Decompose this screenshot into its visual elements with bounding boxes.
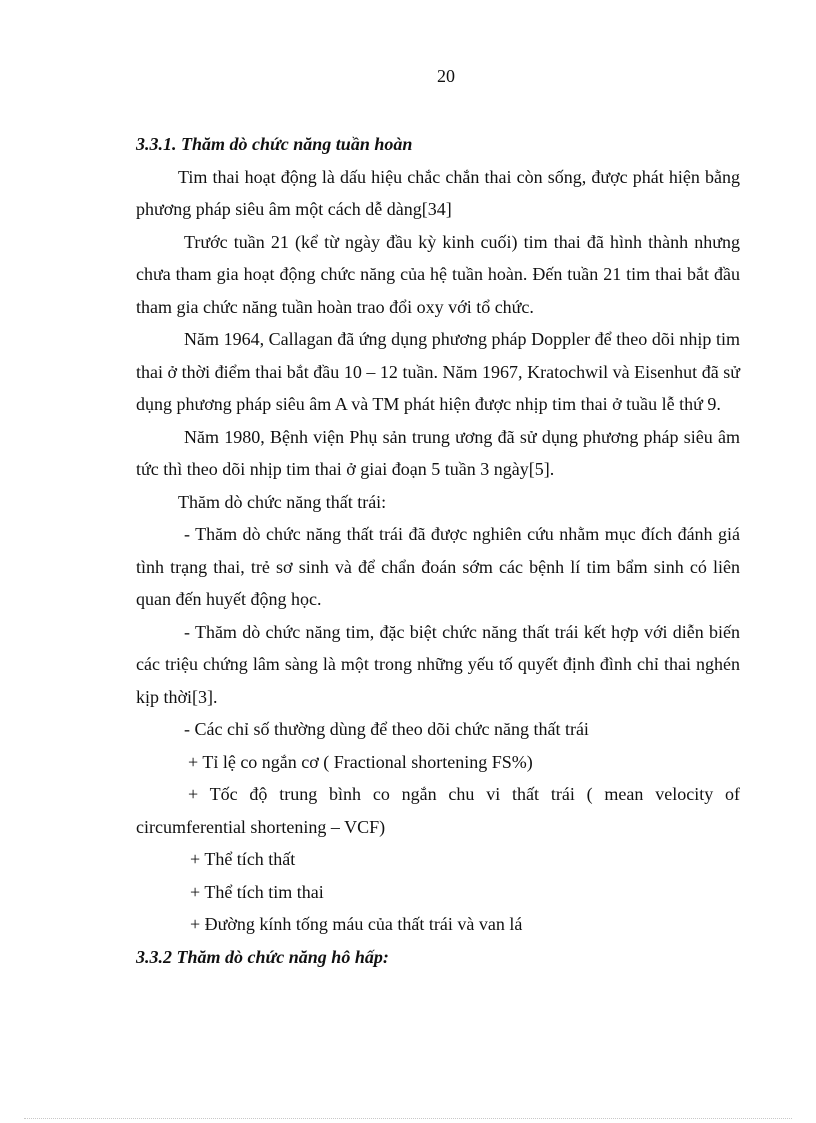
list-item-fractional-shortening: + Tỉ lệ co ngắn cơ ( Fractional shortening FS%) xyxy=(188,751,533,772)
page-bottom-divider xyxy=(24,1118,792,1119)
paragraph-hospital-1980: Năm 1980, Bệnh viện Phụ sản trung ương đã sử dụng phương pháp siêu âm tức thì theo dõi nhịp tim thai ở giai đoạn 5 tuần 3 ngày[5]. xyxy=(136,426,740,479)
paragraph-left-ventricle-clinical: - Thăm dò chức năng tim, đặc biệt chức năng thất trái kết hợp với diễn biến các triệu chứng lâm sàng là một trong những yếu tố quyết định đình chỉ thai nghén kịp thời[3]. xyxy=(136,621,740,707)
paragraph-doppler-history: Năm 1964, Callagan đã ứng dụng phương pháp Doppler để theo dõi nhịp tim thai ở thời điểm thai bắt đầu 10 – 12 tuần. Năm 1967, Kratochwil và Eisenhut đã sử dụng phương pháp siêu âm A và TM phát hiện được nhịp tim thai ở tuầu lễ thứ 9. xyxy=(136,329,740,414)
list-item-ejection-diameter: + Đường kính tống máu của thất trái và van lá xyxy=(190,914,523,934)
document-body xyxy=(136,128,740,973)
section-heading-3-3-2: 3.3.2 Thăm dò chức năng hô hấp: xyxy=(136,946,389,967)
paragraph-left-ventricle-title: Thăm dò chức năng thất trái: xyxy=(178,491,387,512)
page-number: 20 xyxy=(437,66,455,86)
section-heading-3-3-1: 3.3.1. Thăm dò chức năng tuần hoàn xyxy=(136,134,413,154)
list-item-mean-velocity: + Tốc độ trung bình co ngắn chu vi thất trái ( mean velocity of circumferential shortening – VCF) xyxy=(136,784,740,837)
paragraph-before-week-21: Trước tuần 21 (kể từ ngày đầu kỳ kinh cuối) tim thai đã hình thành nhưng chưa tham gia hoạt động chức năng của hệ tuần hoàn. Đến tuần 21 tim thai bắt đầu tham gia chức năng tuần hoàn trao đổi oxy với tổ chức. xyxy=(136,231,740,317)
paragraph-index-list-title: - Các chỉ số thường dùng để theo dõi chức năng thất trái xyxy=(184,719,589,739)
paragraph-left-ventricle-study: - Thăm dò chức năng thất trái đã được nghiên cứu nhằm mục đích đánh giá tình trạng thai, trẻ sơ sinh và để chẩn đoán sớm các bệnh lí tim bẩm sinh có liên quan đến huyết động học. xyxy=(136,524,740,609)
paragraph-fetal-heart-activity: Tim thai hoạt động là dấu hiệu chắc chắn thai còn sống, được phát hiện bằng phương pháp siêu âm một cách dễ dàng[34] xyxy=(136,166,740,219)
list-item-fetal-heart-volume: + Thể tích tim thai xyxy=(190,881,324,902)
list-item-ventricular-volume: + Thể tích thất xyxy=(190,849,296,869)
